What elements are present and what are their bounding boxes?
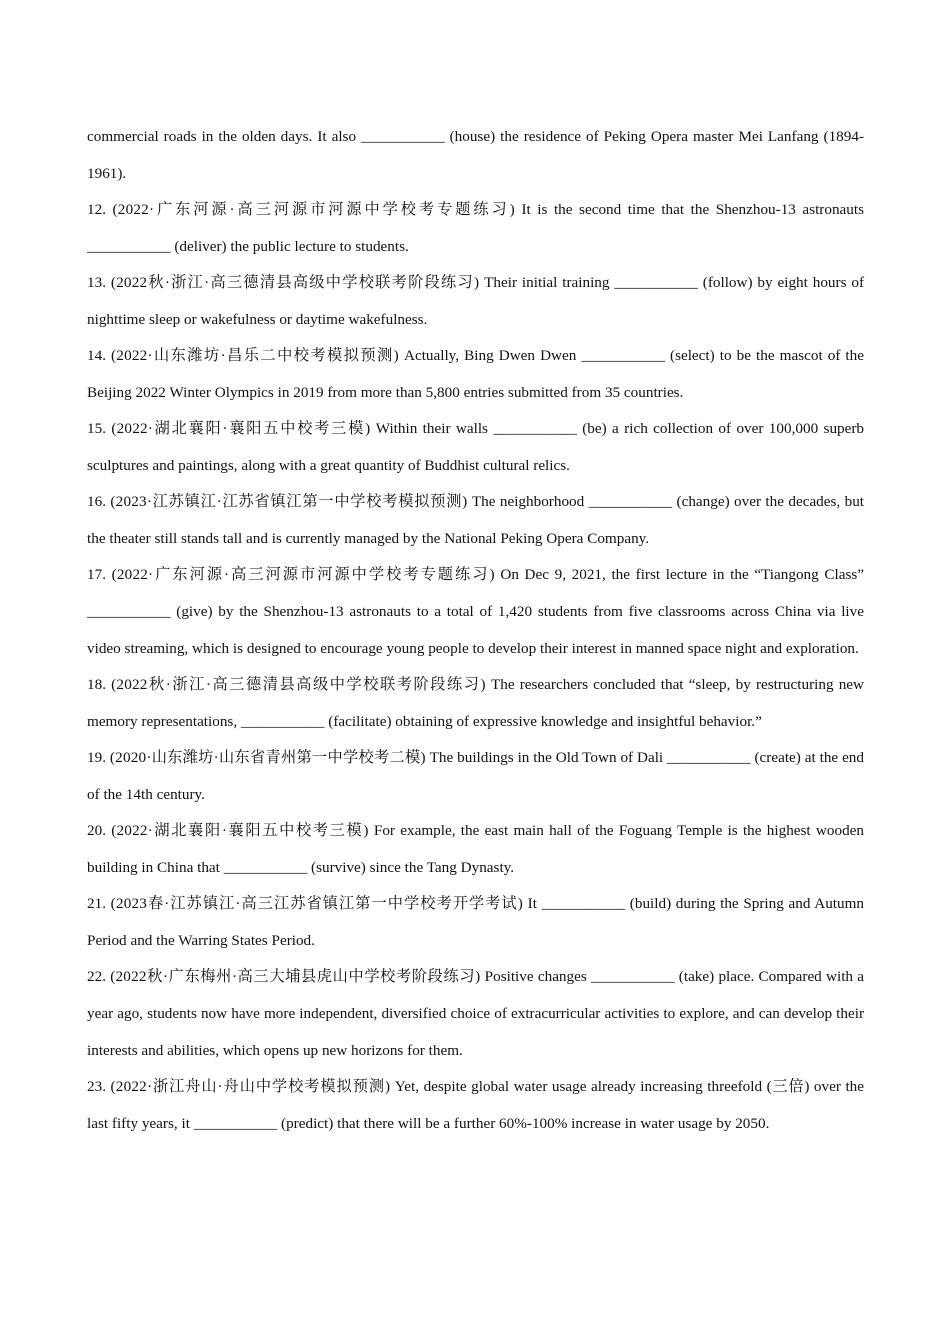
question-source: (2022·山东潍坊·昌乐二中校考模拟预测) [111, 347, 399, 364]
question-number: 16. [87, 493, 106, 510]
question-14 [87, 337, 864, 411]
question-23 [87, 1068, 864, 1142]
question-text: It ___________ (build) during the Spring and Autumn Period and the Warring States Period. [87, 895, 865, 949]
question-source: (2020·山东潍坊·山东省青州第一中学校考二模) [109, 749, 426, 766]
question-number: 12. [87, 201, 106, 218]
question-12 [87, 191, 864, 265]
question-number: 15. [87, 420, 106, 437]
question-11-continuation [87, 118, 864, 192]
question-source: (2022·广东河源·高三河源市河源中学校考专题练习) [112, 201, 515, 218]
question-text: The neighborhood ___________ (change) over the decades, but the theater still stands tall and is currently managed by the National Peking Opera Company. [87, 493, 865, 547]
question-text: Within their walls ___________ (be) a rich collection of over 100,000 superb sculptures and paintings, along with a great quantity of Buddhist cultural relics. [87, 420, 865, 474]
question-number: 17. [87, 566, 106, 583]
question-number: 13. [87, 274, 106, 291]
question-text: It is the second time that the Shenzhou-13 astronauts ___________ (deliver) the public lecture to students. [87, 201, 865, 255]
question-text: Yet, despite global water usage already increasing threefold (三倍) over the last fifty years, it ___________ (predict) that there will be a further 60%-100% increase in water usage by 2050. [87, 1078, 865, 1132]
question-text: Their initial training ___________ (follow) by eight hours of nighttime sleep or wakefulness or daytime wakefulness. [87, 274, 865, 328]
question-source: (2023·江苏镇江·江苏省镇江第一中学校考模拟预测) [110, 493, 468, 510]
question-source: (2022·广东河源·高三河源市河源中学校考专题练习) [111, 566, 495, 583]
question-source: (2022·湖北襄阳·襄阳五中校考三模) [111, 420, 371, 437]
question-22 [87, 958, 864, 1069]
question-text: The buildings in the Old Town of Dali ___________ (create) at the end of the 14th century. [87, 749, 864, 803]
question-number: 14. [87, 347, 106, 364]
question-20 [87, 812, 864, 886]
question-text: The researchers concluded that “sleep, by restructuring new memory representations, ___________ (facilitate) obtaining of expressive knowledge and insightful behavior.” [87, 676, 865, 730]
question-15 [87, 410, 864, 484]
question-number: 22. [87, 968, 106, 985]
question-17 [87, 556, 864, 667]
question-18 [87, 666, 864, 740]
question-source: (2022秋·广东梅州·高三大埔县虎山中学校考阶段练习) [110, 968, 481, 985]
question-16 [87, 483, 864, 557]
question-number: 19. [87, 749, 106, 766]
question-source: (2022秋·浙江·高三德清县高级中学校联考阶段练习) [110, 274, 480, 291]
question-source: (2022·浙江舟山·舟山中学校考模拟预测) [110, 1078, 391, 1095]
document-page [87, 118, 864, 1142]
question-19 [87, 739, 864, 813]
question-source: (2022秋·浙江·高三德清县高级中学校联考阶段练习) [111, 676, 486, 693]
question-number: 20. [87, 822, 106, 839]
question-number: 18. [87, 676, 106, 693]
question-text: For example, the east main hall of the Foguang Temple is the highest wooden building in China that ___________ (survive) since the Tang Dynasty. [87, 822, 864, 876]
question-21 [87, 885, 864, 959]
question-13 [87, 264, 864, 338]
question-source: (2022·湖北襄阳·襄阳五中校考三模) [111, 822, 369, 839]
question-text: Positive changes ___________ (take) place. Compared with a year ago, students now have more independent, diversified choice of extracurricular activities to explore, and can develop their interests and abilities, which opens up new horizons for them. [87, 968, 865, 1059]
question-text: On Dec 9, 2021, the first lecture in the “Tiangong Class” ___________ (give) by the Shenzhou-13 astronauts to a total of 1,420 students from five classrooms across China via live video streaming, which is designed to encourage young people to develop their interest in manned space night and exploration. [87, 566, 865, 657]
question-text: commercial roads in the olden days. It also ___________ (house) the residence of Peking Opera master Mei Lanfang (1894-1961). [87, 128, 864, 182]
question-source: (2023春·江苏镇江·高三江苏省镇江第一中学校考开学考试) [110, 895, 523, 912]
question-text: Actually, Bing Dwen Dwen ___________ (select) to be the mascot of the Beijing 2022 Winter Olympics in 2019 from more than 5,800 entries submitted from 35 countries. [87, 347, 864, 401]
question-number: 23. [87, 1078, 106, 1095]
question-number: 21. [87, 895, 106, 912]
